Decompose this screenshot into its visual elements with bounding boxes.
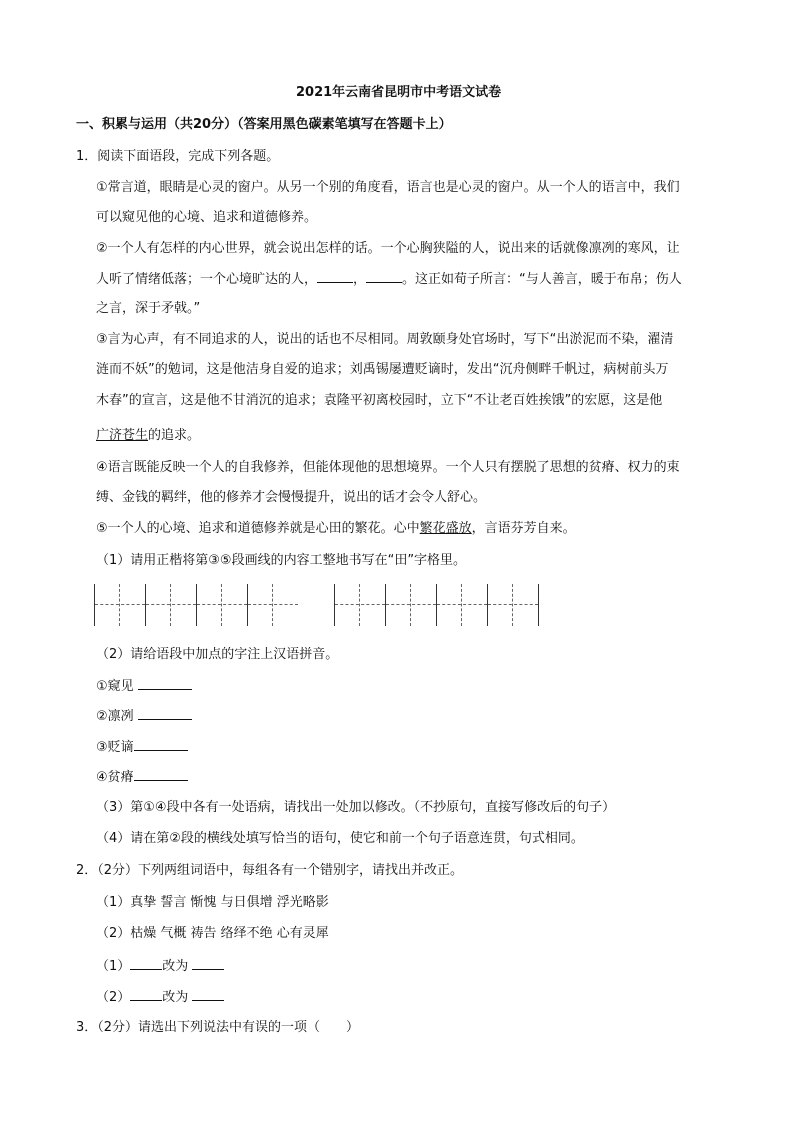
correction-1	[96, 957, 224, 976]
paragraph-2-text-b: ，	[353, 272, 367, 287]
paragraph-3-text-end: 的追求。	[148, 428, 201, 443]
underlined-phrase: 广济苍生	[96, 428, 149, 443]
grid-cell[interactable]	[145, 584, 195, 626]
paragraph-5-text-a: ⑤一个人的心境、追求和道德修养就是心田的繁花。心中	[96, 521, 420, 536]
fill-blank[interactable]	[366, 270, 402, 283]
paragraph-2-text-c: 。这正如荀子所言：“与人善言，暖于布帛；伤人	[402, 272, 682, 287]
pinyin-word: ②凛冽	[96, 709, 134, 724]
pinyin-item-3	[96, 738, 188, 757]
paragraph-2-line-2	[96, 270, 682, 289]
answer-blank[interactable]	[130, 988, 162, 1001]
grid-cell[interactable]	[94, 584, 144, 626]
question-1-stem: 1．阅读下面语段，完成下列各题。	[76, 149, 280, 164]
correction-2	[96, 988, 224, 1007]
paragraph-2-text-a: 人听了情绪低落；一个心境旷达的人，	[96, 272, 318, 287]
correction-text: 改为	[162, 959, 189, 974]
underlined-phrase: 繁花盛放	[419, 521, 472, 536]
answer-blank[interactable]	[192, 988, 224, 1001]
grid-cell[interactable]	[436, 584, 486, 626]
correction-label: （1）	[96, 959, 131, 974]
pinyin-word: ④贫瘠	[96, 770, 134, 785]
paragraph-2-line-1: ②一个人有怎样的内心世界，就会说出怎样的话。一个心胸狭隘的人，说出来的话就像凛冽的寒风，让	[96, 241, 680, 256]
grid-cell[interactable]	[334, 584, 384, 626]
fill-blank[interactable]	[317, 270, 353, 283]
paragraph-3-line-3: 木春”的宣言，这是他不甘消沉的追求；袁隆平初离校园时，立下“不让老百姓挨饿”的宏愿，这是他	[96, 393, 663, 408]
page-title: 2021年云南省昆明市中考语文试卷	[296, 85, 502, 100]
paragraph-1-line-2: 可以窥见他的心境、追求和道德修养。	[96, 210, 318, 225]
answer-blank[interactable]	[192, 957, 224, 970]
paragraph-5-text-c: ，言语芬芳自来。	[471, 521, 576, 536]
pinyin-blank[interactable]	[134, 768, 188, 781]
word-group-2: （2）枯燥 气概 祷告 络绎不绝 心有灵犀	[96, 926, 329, 941]
writing-grid-left[interactable]	[94, 584, 298, 626]
pinyin-item-1	[96, 677, 192, 696]
paragraph-3-line-4	[96, 427, 200, 445]
word-group-1: （1）真挚 誓言 惭愧 与日俱增 浮光略影	[96, 895, 329, 910]
sub-question-2: （2）请给语段中加点的字注上汉语拼音。	[96, 647, 339, 662]
grid-cell[interactable]	[385, 584, 435, 626]
pinyin-word: ①窥见	[96, 679, 134, 694]
paragraph-5	[96, 520, 576, 538]
section-heading: 一、积累与运用（共20分）（答案用黑色碳素笔填写在答题卡上）	[76, 117, 452, 132]
pinyin-word: ③贬谪	[96, 740, 134, 755]
paragraph-3-line-1: ③言为心声，有不同追求的人，说出的话也不尽相同。周敦颐身处官场时，写下“出淤泥而不染，濯清	[96, 332, 674, 347]
correction-label: （2）	[96, 990, 131, 1005]
sub-question-3: （3）第①④段中各有一处语病，请找出一处加以修改。（不抄原句，直接写修改后的句子）	[96, 800, 616, 815]
paragraph-1-line-1: ①常言道，眼睛是心灵的窗户。从另一个别的角度看，语言也是心灵的窗户。从一个人的语言中，我们	[96, 180, 680, 195]
grid-cell[interactable]	[196, 584, 246, 626]
grid-border	[538, 584, 539, 626]
sub-question-4: （4）请在第②段的横线处填写恰当的语句，使它和前一个句子语意连贯，句式相同。	[96, 831, 584, 846]
pinyin-blank[interactable]	[138, 677, 192, 690]
question-2-stem: 2．（2分）下列两组词语中，每组各有一个错别字，请找出并改正。	[76, 863, 464, 878]
pinyin-item-4	[96, 768, 188, 787]
answer-blank[interactable]	[130, 957, 162, 970]
sub-question-1: （1）请用正楷将第③⑤段画线的内容工整地书写在“田”字格里。	[96, 553, 467, 568]
question-3-stem: 3．（2分）请选出下列说法中有误的一项（ ）	[76, 1020, 360, 1035]
writing-grid-right[interactable]	[334, 584, 544, 626]
pinyin-blank[interactable]	[134, 738, 188, 751]
correction-text: 改为	[162, 990, 189, 1005]
pinyin-item-2	[96, 707, 192, 726]
paragraph-4-line-1: ④语言既能反映一个人的自我修养，但能体现他的思想境界。一个人只有摆脱了思想的贫瘠、权力的束	[96, 460, 680, 475]
paragraph-3-line-2: 涟而不妖”的勉词，这是他洁身自爱的追求；刘禹锡屡遭贬谪时，发出“沉舟侧畔千帆过，病树前头万	[96, 362, 669, 377]
grid-cell[interactable]	[247, 584, 297, 626]
grid-cell[interactable]	[487, 584, 537, 626]
paragraph-2-line-3: 之言，深于矛戟。”	[96, 301, 201, 316]
pinyin-blank[interactable]	[138, 707, 192, 720]
paragraph-4-line-2: 缚、金钱的羁绊，他的修养才会慢慢提升，说出的话才会令人舒心。	[96, 490, 487, 505]
